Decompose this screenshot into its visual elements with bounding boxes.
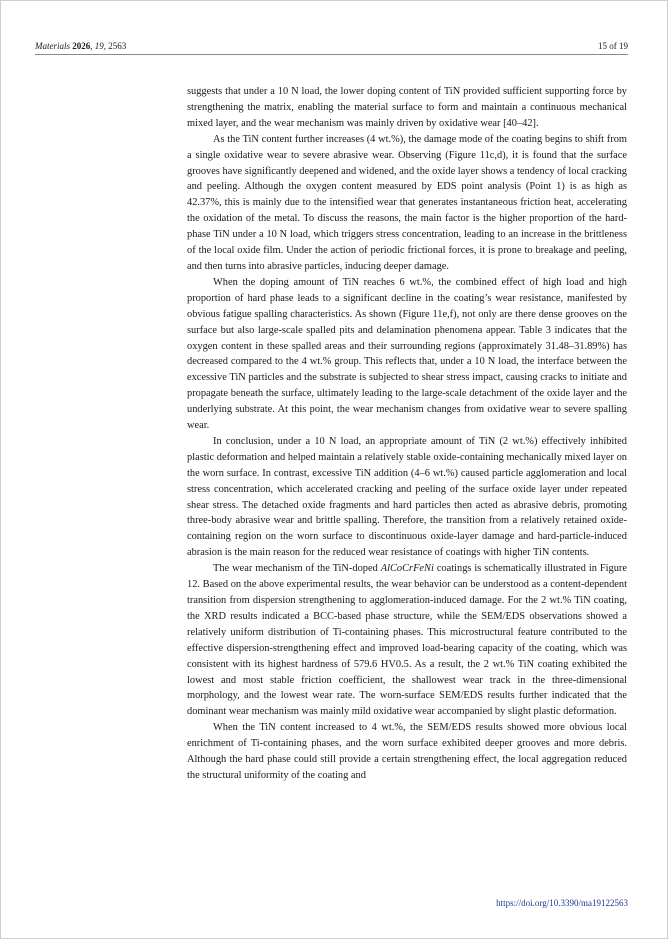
- paragraph-text: The wear mechanism of the TiN-doped: [213, 563, 381, 575]
- paragraph: [187, 132, 627, 275]
- paragraph-text: coatings is schematically illustrated in Figure 12. Based on the above experimental results, the wear behavior can be understood as a content-dependent transition from dispersion strengthening to agglomeration-induced damage. For the 2 wt.% TiN coating, the XRD results indicated a BCC-based phase structure, while the SEM/EDS observations showed a relatively uniform distribution of Ti-containing phases. This microstructural feature contributed to the effective dispersion-strengthening effect and improved load-bearing capacity of the coating, which was consistent with its highest hardness of 579.6 HV0.5. As a result, the 2 wt.% TiN coating exhibited the lowest and most stable friction coefficient, the shallowest wear track in the three-dimensional morphology, and the lowest wear rate. The worn-surface SEM/EDS results further indicated that the dominant wear mechanism was mainly mild oxidative wear accompanied by slight plastic deformation.: [187, 563, 628, 718]
- body-text: [187, 84, 627, 784]
- paragraph: [187, 720, 627, 784]
- paragraph-text: As the TiN content further increases (4 wt.%), the damage mode of the coating begins to shift from a single oxidative wear to severe abrasive wear. Observing (Figure 11c,d), it is found that the surface grooves have significantly deepened and widened, and the oxide layer shows a tendency of local cracking and peeling. Although the oxygen content measured by EDS point analysis (Point 1) is as high as 42.37%, this is mainly due to the intensified wear that generates instantaneous friction heat, accelerating the oxidation of the metal. To discuss the reasons, the main factor is the higher proportion of the hard-phase TiN under a 10 N load, which triggers stress concentration, leading to an increase in the brittleness of the local oxide film. Under the action of periodic frictional forces, it is prone to breakage and peeling, and then turns into abrasive particles, inducing deeper damage.: [187, 133, 627, 272]
- paragraph-text: suggests that under a 10 N load, the lower doping content of TiN provided sufficient supporting force by strengthening the matrix, enabling the material surface to form and maintain a continuous mechanical mixed layer, and the wear mechanism was mainly driven by oxidative wear [40–42].: [187, 86, 627, 129]
- paragraph-text: In conclusion, under a 10 N load, an appropriate amount of TiN (2 wt.%) effectively inhibited plastic deformation and helped maintain a relatively stable oxide-containing mechanically mixed layer on the worn surface. In contrast, excessive TiN addition (4–6 wt.%) caused particle agglomeration and local stress concentration, which accelerated cracking and peeling of the surface oxide layer under repeated shear stress. The detached oxide fragments and hard particles then acted as abrasive debris, promoting three-body abrasive wear and brittle spalling. Therefore, the transition from a relatively retained oxide-containing region on the worn surface to discontinuous oxide-layer damage and hard-particle-induced abrasion is the main reason for the reduced wear resistance of coatings with higher TiN contents.: [187, 435, 627, 559]
- paragraph: [187, 84, 627, 132]
- journal-year: 2026: [72, 41, 91, 51]
- journal-name: Materials: [35, 41, 70, 51]
- paragraph: [187, 434, 627, 561]
- journal-volume: 19: [94, 41, 104, 51]
- running-header: [35, 41, 628, 55]
- paragraph: [187, 561, 627, 720]
- italic-term: AlCoCrFeNi: [380, 563, 434, 575]
- paragraph: [187, 275, 627, 434]
- header-rule: [35, 54, 628, 55]
- page-number: 15 of 19: [598, 41, 628, 51]
- journal-citation: Materials 2026, 19, 2563: [35, 41, 127, 51]
- paragraph-text: When the TiN content increased to 4 wt.%, the SEM/EDS results showed more obvious local enrichment of Ti-containing phases, and the worn surface exhibited deeper grooves and more debris. Although the hard phase could still provide a certain strengthening effect, the local aggregation reduced the structural uniformity of the coating and: [187, 722, 627, 781]
- doi-link[interactable]: https://doi.org/10.3390/ma19122563: [496, 898, 628, 908]
- paragraph-text: When the doping amount of TiN reaches 6 wt.%, the combined effect of high load and high proportion of hard phase leads to a significant decline in the coating’s wear resistance, manifested by obvious fatigue spalling characteristics. As shown (Figure 11e,f), not only are there dense grooves on the surface but also large-scale spalled pits and delamination phenomena appear. Table 3 indicates that the oxygen content in these spalled areas and their surrounding regions (approximately 31.48–31.89%) has decreased compared to the 4 wt.% group. This reflects that, under a 10 N load, the interface between the excessive TiN particles and the substrate is subjected to shear stress impact, causing cracks to initiate and propagate beneath the surface, ultimately leading to the large-scale detachment of the oxide layer and the underlying substrate. At this point, the wear mechanism changes from oxidative wear to severe spalling wear.: [187, 276, 627, 432]
- journal-article: 2563: [108, 41, 127, 51]
